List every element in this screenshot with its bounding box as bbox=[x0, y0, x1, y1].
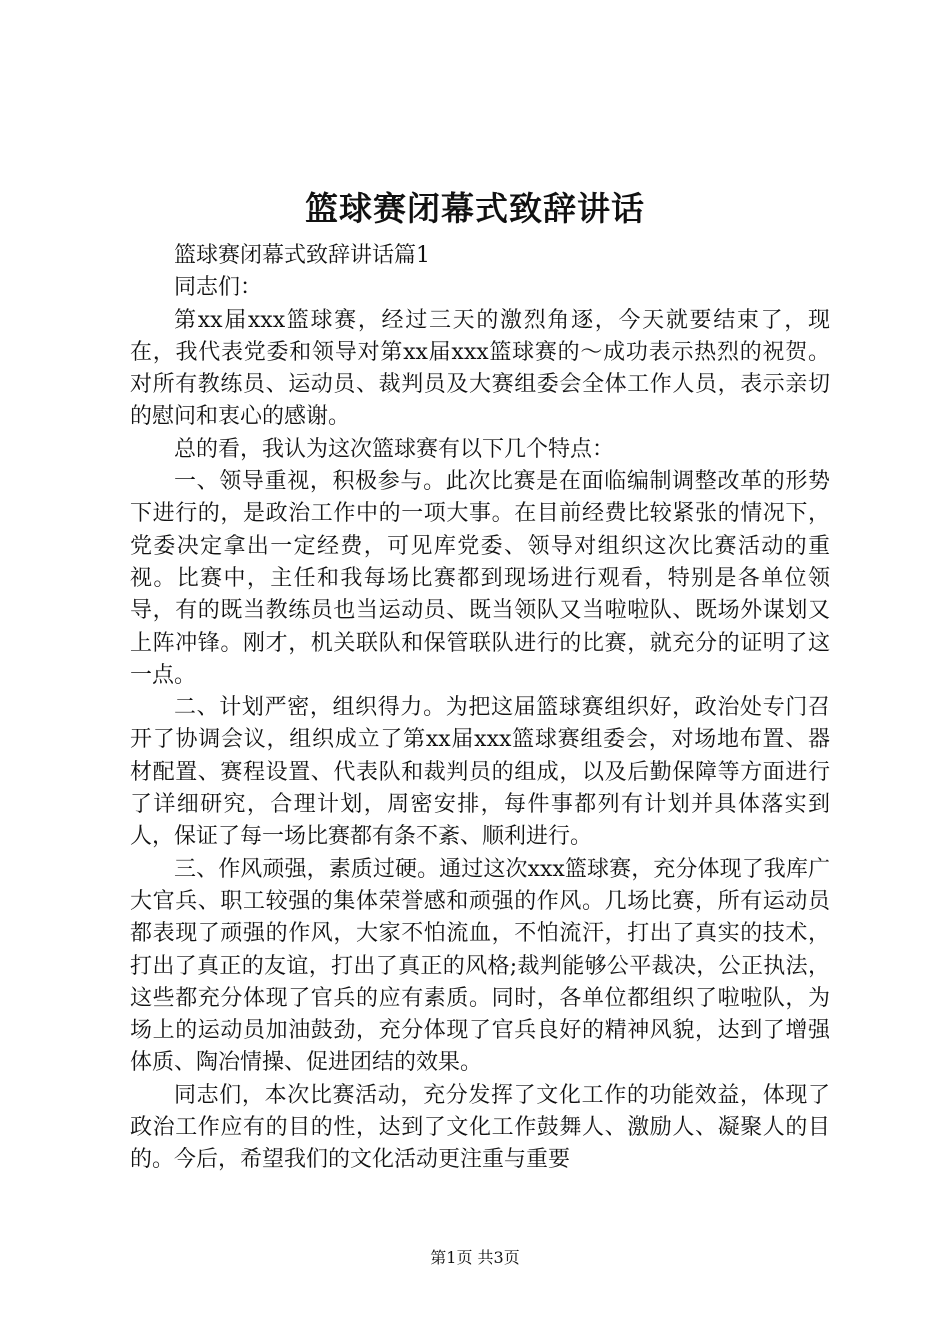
salutation: 同志们： bbox=[174, 275, 263, 301]
paragraph-point-1: 一、领导重视，积极参与。此次比赛是在面临编制调整改革的形势下进行的，是政治工作中的一项大事。在目前经费比较紧张的情况下，党委决定拿出一定经费，可见库党委、领导对组织这次比赛活动的重视。比赛中，主任和我每场比赛都到现场进行观看，特别是各单位领导，有的既当教练员也当运动员、既当领队又当啦啦队、既场外谋划又上阵冲锋。刚才，机关联队和保管联队进行的比赛，就充分的证明了这一点。 bbox=[130, 469, 830, 688]
paragraph-opening: 第xx届xxx篮球赛，经过三天的激烈角逐，今天就要结束了，现在，我代表党委和领导对第xx届xxx篮球赛的～成功表示热烈的祝贺。对所有教练员、运动员、裁判员及大赛组委会全体工作人员，表示亲切的慰问和衷心的感谢。 bbox=[130, 307, 830, 430]
paragraph-point-3: 三、作风顽强，素质过硬。通过这次xxx篮球赛，充分体现了我库广大官兵、职工较强的集体荣誉感和顽强的作风。几场比赛，所有运动员都表现了顽强的作风，大家不怕流血，不怕流汗，打出了真实的技术，打出了真正的友谊，打出了真正的风格;裁判能够公平裁决，公正执法，这些都充分体现了官兵的应有素质。同时，各单位都组织了啦啦队，为场上的运动员加油鼓劲，充分体现了官兵良好的精神风貌，达到了增强体质、陶冶情操、促进团结的效果。 bbox=[130, 856, 830, 1076]
paragraph-summary: 总的看，我认为这次篮球赛有以下几个特点： bbox=[174, 436, 615, 462]
document-body bbox=[130, 240, 830, 1177]
section-heading: 篮球赛闭幕式致辞讲话篇1 bbox=[174, 243, 430, 268]
document-title: 篮球赛闭幕式致辞讲话 bbox=[305, 189, 645, 228]
paragraph-point-2: 二、计划严密，组织得力。为把这届篮球赛组织好，政治处专门召开了协调会议，组织成立了第xx届xxx篮球赛组委会，对场地布置、器材配置、赛程设置、代表队和裁判员的组成，以及后勤保障等方面进行了详细研究，合理计划，周密安排，每件事都列有计划并具体落实到人，保证了每一场比赛都有条不紊、顺利进行。 bbox=[130, 695, 830, 850]
paragraph-closing: 同志们，本次比赛活动，充分发挥了文化工作的功能效益，体现了政治工作应有的目的性，达到了文化工作鼓舞人、激励人、凝聚人的目的。今后，希望我们的文化活动更注重与重要 bbox=[130, 1082, 830, 1173]
page-footer: 第1页 共3页 bbox=[430, 1248, 520, 1267]
